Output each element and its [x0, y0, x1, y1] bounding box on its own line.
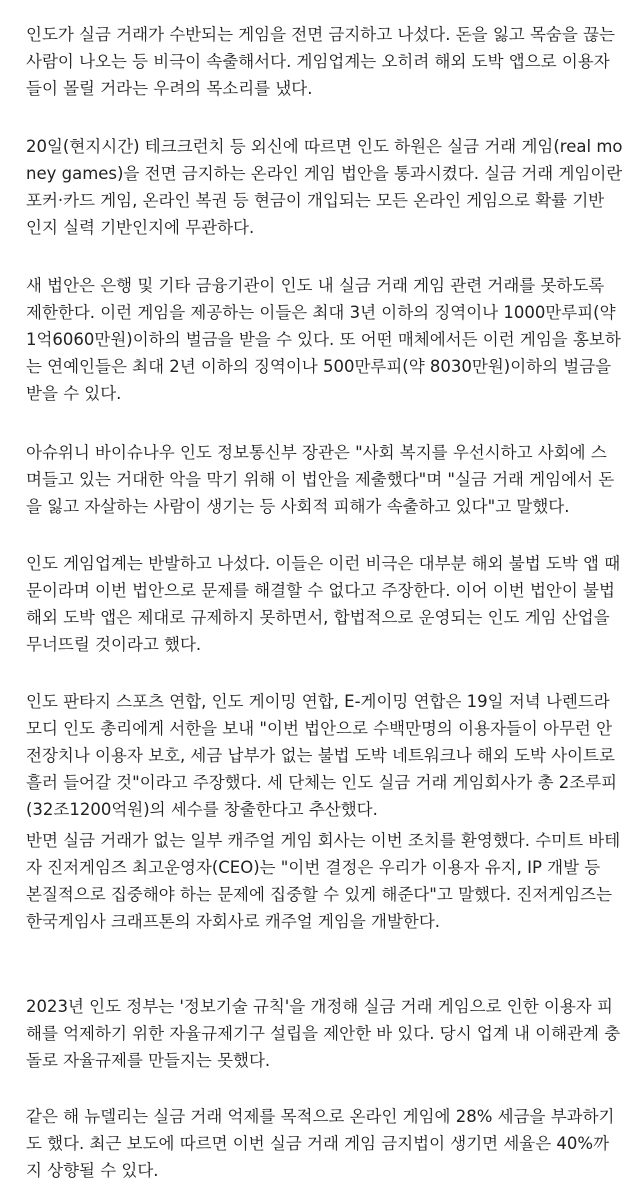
article-paragraph — [26, 21, 626, 102]
paragraph-line: 인지 실력 기반인지에 무관하다. — [26, 218, 255, 237]
paragraph-line: 문이라며 이번 법안으로 문제를 해결할 수 없다고 주장한다. 이어 이번 법안이 불법 — [26, 581, 615, 600]
paragraph-line: 20일(현지시간) 테크크런치 등 외신에 따르면 인도 하원은 실금 거래 게임(real mo — [26, 137, 623, 156]
paragraph-line: 받을 수 있다. — [26, 384, 122, 403]
article-paragraph — [26, 272, 626, 407]
paragraph-line: 전장치나 이용자 보호, 세금 납부가 없는 불법 도박 네트워크나 해외 도박 사이트로 — [26, 746, 615, 765]
paragraph-line: 을 잃고 자살하는 사람이 생기는 등 사회적 피해가 속출하고 있다"고 말했다. — [26, 497, 570, 516]
paragraph-line: 들이 몰릴 거라는 우려의 목소리를 냈다. — [26, 79, 313, 98]
paragraph-line: 인도 게임업계는 반발하고 나섰다. 이들은 이런 비극은 대부분 해외 불법 도박 앱 때 — [26, 554, 621, 573]
paragraph-line: 한국게임사 크래프톤의 자회사로 캐주얼 게임을 개발한다. — [26, 912, 441, 931]
paragraph-line: (32조1200억원)의 세수를 창출한다고 추산했다. — [26, 800, 378, 819]
paragraph-line: 본질적으로 집중해야 하는 문제에 집중할 수 있게 해준다"고 말했다. 진저게임즈는 — [26, 885, 613, 904]
paragraph-line: 반면 실금 거래가 없는 일부 캐주얼 게임 회사는 이번 조치를 환영했다. 수미트 바테 — [26, 831, 621, 850]
article-paragraph — [26, 827, 626, 935]
article-paragraph — [26, 133, 626, 241]
paragraph-line: 새 법안은 은행 및 기타 금융기관이 인도 내 실금 거래 게임 관련 거래를 못하도록 — [26, 276, 605, 295]
paragraph-line: ney games)을 전면 금지하는 온라인 게임 법안을 통과시켰다. 실금 거래 게임이란 — [26, 164, 623, 183]
article-paragraph — [26, 1103, 626, 1184]
article-paragraph — [26, 688, 626, 823]
paragraph-line: 지 상향될 수 있다. — [26, 1161, 159, 1180]
paragraph-line: 무너뜨릴 것이라고 했다. — [26, 635, 202, 654]
paragraph-line: 며들고 있는 거대한 악을 막기 위해 이 법안을 제출했다"며 "실금 거래 게임에서 돈 — [26, 470, 615, 489]
paragraph-line: 모디 인도 총리에게 서한을 보내 "이번 법안으로 수백만명의 이용자들이 아무런 안 — [26, 719, 613, 738]
paragraph-line: 는 연예인들은 최대 2년 이하의 징역이나 500만루피(약 8030만원)이하의 벌금을 — [26, 357, 612, 376]
article-paragraph — [26, 550, 626, 658]
paragraph-line: 1억6060만원)이하의 벌금을 받을 수 있다. 또 어떤 매체에서든 이런 게임을 홍보하 — [26, 330, 621, 349]
article-paragraph — [26, 993, 626, 1074]
paragraph-line: 같은 해 뉴델리는 실금 거래 억제를 목적으로 온라인 게임에 28% 세금을 부과하기 — [26, 1107, 615, 1126]
paragraph-line: 인도 판타지 스포츠 연합, 인도 게이밍 연합, E-게이밍 연합은 19일 저녁 나렌드라 — [26, 692, 610, 711]
article-paragraph — [26, 439, 626, 520]
paragraph-line: 도 했다. 최근 보도에 따르면 이번 실금 거래 게임 금지법이 생기면 세율은 40%까 — [26, 1134, 610, 1153]
paragraph-line: 돌로 자율규제를 만들지는 못했다. — [26, 1051, 271, 1070]
paragraph-line: 해외 도박 앱은 제대로 규제하지 못하면서, 합법적으로 운영되는 인도 게임 산업을 — [26, 608, 610, 627]
paragraph-line: 사람이 나오는 등 비극이 속출해서다. 게임업계는 오히려 해외 도박 앱으로 이용자 — [26, 52, 610, 71]
paragraph-line: 2023년 인도 정부는 '정보기술 규칙'을 개정해 실금 거래 게임으로 인한 이용자 피 — [26, 997, 613, 1016]
paragraph-line: 인도가 실금 거래가 수반되는 게임을 전면 금지하고 나섰다. 돈을 잃고 목숨을 끊는 — [26, 25, 615, 44]
paragraph-line: 흘러 들어갈 것"이라고 주장했다. 세 단체는 인도 실금 거래 게임회사가 총 2조루피 — [26, 773, 618, 792]
paragraph-line: 자 진저게임즈 최고운영자(CEO)는 "이번 결정은 우리가 이용자 유지, IP 개발 등 — [26, 858, 601, 877]
paragraph-line: 아슈위니 바이슈나우 인도 정보통신부 장관은 "사회 복지를 우선시하고 사회에 스 — [26, 443, 607, 462]
paragraph-line: 포커·카드 게임, 온라인 복권 등 현금이 개입되는 모든 온라인 게임으로 확률 기반 — [26, 191, 605, 210]
paragraph-line: 제한한다. 이런 게임을 제공하는 이들은 최대 3년 이하의 징역이나 1000만루피(약 — [26, 303, 616, 322]
paragraph-line: 해를 억제하기 위한 자율규제기구 설립을 제안한 바 있다. 당시 업계 내 이해관계 충 — [26, 1024, 621, 1043]
